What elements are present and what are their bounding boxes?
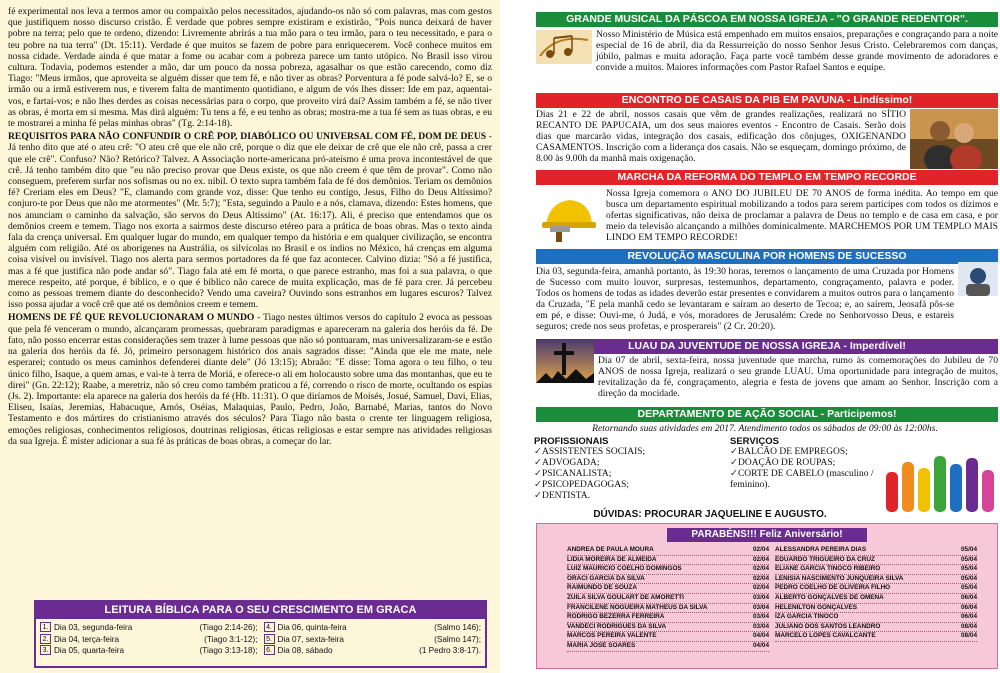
servico-item: ✓ CORTE DE CABELO (masculino / feminino). <box>730 469 914 491</box>
aniversario-date: 06/04 <box>961 603 977 611</box>
aniversario-row <box>775 565 977 575</box>
aniversario-name: FRANCILENE NOGUEIRA MATHEUS DA SILVA <box>567 603 708 611</box>
aniversario-row <box>567 613 769 623</box>
duvidas-text: DÚVIDAS: PROCURAR JAQUELINE E AUGUSTO. <box>593 509 827 520</box>
reforma-banner: MARCHA DA REFORMA DO TEMPLO EM TEMPO RECORDE <box>536 170 998 185</box>
man-photo <box>958 262 998 296</box>
construction-helmet-image <box>536 188 600 244</box>
leitura-item: 5. Dia 07, sexta-feira (Salmo 147); <box>264 634 482 646</box>
aniversarios-col-1 <box>567 546 769 652</box>
luau-text: Dia 07 de abril, sexta-feira, nossa juventude que marcha, rumo às comemorações do Jubileu de 70 ANOS de nossa Igreja, realizará o seu grande LUAU. Uma oportunidade para integração de muitos, revitalização da fé, congraçamento, alegria e festa de jovens que amam ao Senhor. Inscrição com a direção da mocidade. <box>598 355 998 399</box>
raised-hands-image <box>880 448 998 514</box>
profissional-item: ✓ ADVOGADA; <box>534 458 718 469</box>
aniversario-name: MARCOS PEREIRA VALENTE <box>567 632 657 640</box>
acao-banner: DEPARTAMENTO DE AÇÃO SOCIAL - Participemos! <box>536 407 998 422</box>
aniversario-name: RODRIGO BEZERRA FERREIRA <box>567 613 665 621</box>
section-requisitos <box>8 131 492 310</box>
aniversario-name: JULIANO DOS SANTOS LEANDRO <box>775 622 881 630</box>
aniversario-date: 02/04 <box>753 574 769 582</box>
aniversario-name: MARIA JOSE SOARES <box>567 641 636 649</box>
section-homens-text: - Tiago nestes últimos versos do capítulo 2 evoca as pessoas que pela fé venceram o mundo, alcançaram promessas, quebraram paradigmas e apareceram na galeria dos heróis da fé. De fato, não posso encerrar estas considerações sem trazer à lume pessoas que não só pontuaram, mas universalizaram-se e estão na galeria dos heróis da fé. Jó, primeiro personagem histórico dos anais sagrados disse: "Ainda que ele me mate, nele esperarei; contudo os meus caminhos defenderei diante dele" (Jó 13:15); Abraão: "E disse: Toma agora o teu filho, o teu único filho, Isaque, a quem amas, e vai-te à terra de Moriá, e oferece-o ali em holocausto sobre uma das montanhas, que eu te direi" (Gn. 22:12); Raabe, a meretriz, não só creu como também praticou a fé, correndo o risco de morte, ocultando os espias (Js. 2). Importante: ela aparece na galeria dos heróis da fé (Hb. 11:31). O que diríamos de Moisés, Josué, Samuel, Davi, Elias, Eliseu, Isaías, Jeremias, Habacuque, Amós, Oséias, Malaquias, Paulo, Pedro, João, Barnabé, Marias, tantos do Novo Testamento e dos mártires do cristianismo através dos séculos? Para Tiago não basta o crente ter linguagem religiosa, emoções religiosas, conhecimentos religiosos, doutrinas religiosas, éticas religiosas e estar sempre nas atividades religiosas da sua Igreja. É mister adicionar a sua fé às práticas de boas obras, a começar do lar. <box>8 312 493 447</box>
profissional-item: ✓ DENTISTA. <box>534 491 718 502</box>
aniversario-date: 03/04 <box>753 622 769 630</box>
aniversario-date: 05/04 <box>961 555 977 563</box>
aniversario-row <box>567 642 769 652</box>
reforma-text: Nossa Igreja comemora o ANO DO JUBILEU DE 70 ANOS de forma inédita. Ao tempo em que busca um departamento espiritual mobilizando a todos para serem partícipes com todos os dízimos e ofertas significativas, não deixa de proclamar a palavra de Deus no templo e de casa em casa, e por meio da televisão alcançando a milhões dominicalmente. MARCHEMOS POR UM TEMPLO MAIS LINDO EM TEMPO RECORDE! <box>606 188 998 243</box>
aniversario-name: MARCELO LOPES CAVALCANTE <box>775 632 876 640</box>
music-notes-image <box>536 30 592 64</box>
leitura-biblica-box <box>34 600 487 668</box>
leitura-list-left <box>40 622 258 657</box>
aniversario-date: 03/04 <box>753 593 769 601</box>
aniversario-row <box>567 623 769 633</box>
leitura-item: 3. Dia 05, quarta-feira (Tiago 3:13-18); <box>40 645 258 657</box>
aniversario-date: 02/04 <box>753 555 769 563</box>
aniversario-date: 02/04 <box>753 546 769 553</box>
aniversario-date: 08/04 <box>961 632 977 640</box>
aniversario-date: 05/04 <box>961 565 977 573</box>
leitura-item: 1. Dia 03, segunda-feira (Tiago 2:14-26); <box>40 622 258 634</box>
aniversario-row <box>775 594 977 604</box>
profissional-item: ✓ PSICOPEDAGOGAS; <box>534 480 718 491</box>
right-column <box>530 0 1000 673</box>
aniversario-row <box>775 575 977 585</box>
luau-banner: LUAU DA JUVENTUDE DE NOSSA IGREJA - Imperdível! <box>536 339 998 354</box>
aniversario-date: 08/04 <box>961 622 977 630</box>
revolucao-banner: REVOLUÇÃO MASCULINA POR HOMENS DE SUCESSO <box>536 249 998 264</box>
section-requisitos-text: - Já tenho dito que até o ateu crê: "O ateu crê que ele não crê, porque o diz que ele deixar de crê que ele não crê, passa a crer que ele crê". Confuso? Não? Retórico? Talvez. A Associação norte-americana pró-ateísmo é uma prova incontestável de que crê. Já tenho também dito que "eu não preciso provar que Deus existe, os que não creem é que têm de provar". Como não conseguem, preferem surfar nos sofismas ou no ex. nibil. O texto supra também fala de fé dos demônios. Teriam os demônios fé? Creriam eles em Deus? "E, clamando com grande voz, disse: Que tenho eu contigo, Jesus, Filho do Deus Altíssimo? conjuro-te por Deus que não me atormentes" (Mr. 5:7); "Esta, seguindo a Paulo e a nós, clamava, dizendo: Estes homens, que nos anunciam o caminho da salvação, são servos do Deus Altíssimo" (At. 16:17). Ali, é preciso que entendamos que os demônios creem e temem. Tiago nos exorta a sairmos deste discurso etéreo para a prática de boas obras. Mas o texto ainda fala da crença universal. Em qualquer lugar do mundo, em qualquer tempo da história e em qualquer civilização, se encontra alguém com religião. Até os aborígenes na Austrália, os silvícolas no Brasil e os índios no México, há crenças em alguma coisa visível ou invisível. Tiago nos alerta para sermos portadores da fé que faz acontecer. Calvino dizia: "Só a fé justifica, mas a fé que justifica não pode andar só". Tiago fala até em fé morta, o que parece estranho, mas foi a sua palavra, o que merece respeito, até porque, é bíblico, e o que é bíblico não carece de muita explicação, mas de fé para crer. Já percebeu como as pessoas tremem diante do desconhecido? Vendo uma caveira? Ouvindo sons estranhos em lugares escuros? Talvez isso possa ajudar a você crê que até os demônios creem e temem. <box>8 131 493 311</box>
aniversario-name: ORACI GARCIA DA SILVA <box>567 574 645 582</box>
aniversario-row <box>567 575 769 585</box>
profissional-item: ✓ ASSISTENTES SOCIAIS; <box>534 447 718 458</box>
servico-item: ✓ DOAÇÃO DE ROUPAS; <box>730 458 914 469</box>
aniversario-date: 03/04 <box>753 613 769 621</box>
aniversario-name: ALESSANDRA PEREIRA DIAS <box>775 546 867 553</box>
aniversario-date: 03/04 <box>753 603 769 611</box>
aniversario-row <box>775 623 977 633</box>
aniversario-name: PEDRO COELHO DE OLIVEIRA FILHO <box>775 584 891 592</box>
aniversario-name: ZUILA SILVA GOULART DE AMORETTI <box>567 593 684 601</box>
aniversario-row <box>775 632 977 642</box>
aniversario-row <box>567 565 769 575</box>
leitura-item: 6. Dia 08, sábado (1 Pedro 3:8-17). <box>264 645 482 657</box>
aniversario-row <box>567 604 769 614</box>
acao-note: Retornando suas atividades em 2017. Atendimento todos os sábados de 09:00 às 12:00hs. <box>592 423 938 434</box>
aniversario-name: HELENILTON GONÇALVES <box>775 603 858 611</box>
couple-photo <box>910 109 998 169</box>
leitura-list-right <box>264 622 482 657</box>
aniversario-row <box>567 594 769 604</box>
section-homens <box>8 312 492 446</box>
aniversario-row <box>775 604 977 614</box>
aniversario-name: ELIANE GARCIA TINOCO RIBEIRO <box>775 565 881 573</box>
aniversario-row <box>567 546 769 556</box>
revolucao-text: Dia 03, segunda-feira, amanhã portanto, às 19:30 horas, teremos o lançamento de uma Cruzada por Homens de Sucesso com muito louvor, surpresas, testemunhos, departamento, congraçamento, palavra e poder. Todos os homens de todas as idades deverão estar presentes e convidarem a muitos outros para o lançamento da Cruzada, "E pela manhã cedo se levantaram e saíram ao deserto de Tecoa; e, ao saírem, Jeosafá pôs-se em pé, e disse: Ouvi-me, ó Judá, e vós, moradores de Jerusalém: Crede no Senhorvosso Deus, e estareis seguros; crede nos seus profetas, e prosperareis" (2 Cr. 20:20). <box>536 266 954 332</box>
aniversarios-list <box>567 546 977 652</box>
aniversario-date: 02/04 <box>753 584 769 592</box>
aniversario-name: EDUARDO TRIGUEIRO DA CRUZ <box>775 555 875 563</box>
section-requisitos-heading: REQUISITOS PARA NÃO CONFUNDIR O CRÊ POP, DIABÓLICO OU UNIVERSAL COM FÉ, DOM DE DEUS <box>8 131 487 143</box>
aniversario-name: LIDIA MOREIRA DE ALMEIDA <box>567 555 657 563</box>
profissionais-column <box>534 436 718 502</box>
aniversario-row <box>567 556 769 566</box>
aniversario-row <box>567 632 769 642</box>
aniversario-name: RAIMUNDO DE SOUZA <box>567 584 637 592</box>
section-homens-heading: HOMENS DE FÉ QUE REVOLUCIONARAM O MUNDO <box>8 312 255 324</box>
aniversario-date: 04/04 <box>753 641 769 649</box>
aniversario-date: 06/04 <box>961 593 977 601</box>
casais-banner: ENCONTRO DE CASAIS DA PIB EM PAVUNA - Lindíssimo! <box>536 93 998 108</box>
aniversario-name: ALBERTO GONÇALVES DE OMENA <box>775 593 884 601</box>
aniversario-row <box>775 584 977 594</box>
aniversario-row <box>775 546 977 556</box>
cross-sunset-image <box>536 339 594 383</box>
musical-banner: GRANDE MUSICAL DA PÁSCOA EM NOSSA IGREJA - "O GRANDE REDENTOR". <box>536 12 998 27</box>
aniversario-name: IZA GARCIA TINOCO <box>775 613 839 621</box>
aniversario-row <box>775 556 977 566</box>
aniversarios-box <box>536 523 998 669</box>
aniversario-row <box>775 613 977 623</box>
servicos-label: SERVIÇOS <box>730 436 779 447</box>
leitura-item: 2. Dia 04, terça-feira (Tiago 3:1-12); <box>40 634 258 646</box>
leitura-item: 4. Dia 06, quinta-feira (Salmo 146); <box>264 622 482 634</box>
aniversario-date: 05/04 <box>961 546 977 553</box>
aniversario-date: 06/04 <box>961 613 977 621</box>
parabens-title: PARABÉNS!!! Feliz Aniversário! <box>667 528 867 542</box>
leitura-title: LEITURA BÍBLICA PARA O SEU CRESCIMENTO EM GRACA <box>36 602 485 619</box>
aniversario-name: LENISIA NASCIMENTO JUNQUEIRA SILVA <box>775 574 904 582</box>
aniversario-name: ANDREA DE PAULA MOURA <box>567 546 654 553</box>
aniversario-date: 04/04 <box>753 632 769 640</box>
aniversario-name: VANDECI RODRIGUES DA SILVA <box>567 622 667 630</box>
profissionais-label: PROFISSIONAIS <box>534 436 609 447</box>
casais-text: Dias 21 e 22 de abril, nossos casais que vêm de grandes realizações, realizará no SÍTIO RECANTO DE PAPUCAIA, um dos seus maiores eventos - Encontro de Casais. Serão dois dias que marcarão vidas, integração dos casais, edificação dos cônjuges, OXIGENANDO CASAMENTOS. Inscrição com a liderança dos casais. Não se esqueçam, domingo próximo, de 8.00 às 9.00h da manhã mais oxigenação. <box>536 109 906 164</box>
aniversario-date: 02/04 <box>753 565 769 573</box>
musical-text: Nosso Ministério de Música está empenhado em muitos ensaios, preparações e congraçando para a noite especial de 16 de abril, dia da Ressurreição do nosso Senhor Jesus Cristo. Celebraremos com danças, júbilo, palmas e muita adoração. Faça parte você também desse grande movimento de adoradores e convide a muitos. Maiores informações com Pastor Rafael Santos e equipe. <box>596 29 998 73</box>
aniversario-row <box>567 584 769 594</box>
aniversario-date: 05/04 <box>961 574 977 582</box>
acao-lists <box>534 436 914 502</box>
servico-item: ✓ BALCÃO DE EMPREGOS; <box>730 447 914 458</box>
aniversario-date: 05/04 <box>961 584 977 592</box>
intro-paragraph: fé experimental nos leva a termos amor ou compaixão pelos necessitados, ajudando-os não só com palavras, mas com gestos que justifiquem nosso discurso cristão. É verdade que pobres sempre existiram e existirão, "Pois nunca deixará de haver pobre na terra; pelo que te ordeno, dizendo: Livremente abrirás a tua mão para o teu irmão, para o teu necessitado, e para o teu pobre na tua terra" (Dt. 15:11). Verdade é que muitos se fazem de pobre para enriquecerem. Você conhece muitos em nossa cidade. Verdade ainda é que matar a fome ou acabar com a pobreza parece um tanto utópico. No Brasil isso virou cultura. Todavia, podemos estender a mão, dar um pouco da nossa pobreza, agasalhar os que estão carecendo, como diz Tiago: "Meus irmãos, que aproveita se alguém disser que tem fé, e não tiver as obras? Porventura a fé pode salvá-lo? E, se o irmão ou a irmã estiverem nus, e tiverem falta de mantimento quotidiano, e algum de vós lhes disser: Ide em paz, aquentai-vos, e fartai-vos; e não lhes derdes as coisas necessárias para o corpo, que proveito virá daí? Assim também a fé, se não tiver as obras, é morta em si mesma. Mas dirá alguém: Tu tens a fé, e eu tenho as obras; mostra-me a tua fé sem as tuas obras, e eu te mostrarei a minha fé pelas minhas obras" (Tg. 2:14-18). <box>8 6 492 130</box>
aniversarios-col-2 <box>775 546 977 652</box>
aniversario-name: LUIZ MAURICIO COELHO DOMINGOS <box>567 565 682 573</box>
profissional-item: ✓ PSICANALISTA; <box>534 469 718 480</box>
